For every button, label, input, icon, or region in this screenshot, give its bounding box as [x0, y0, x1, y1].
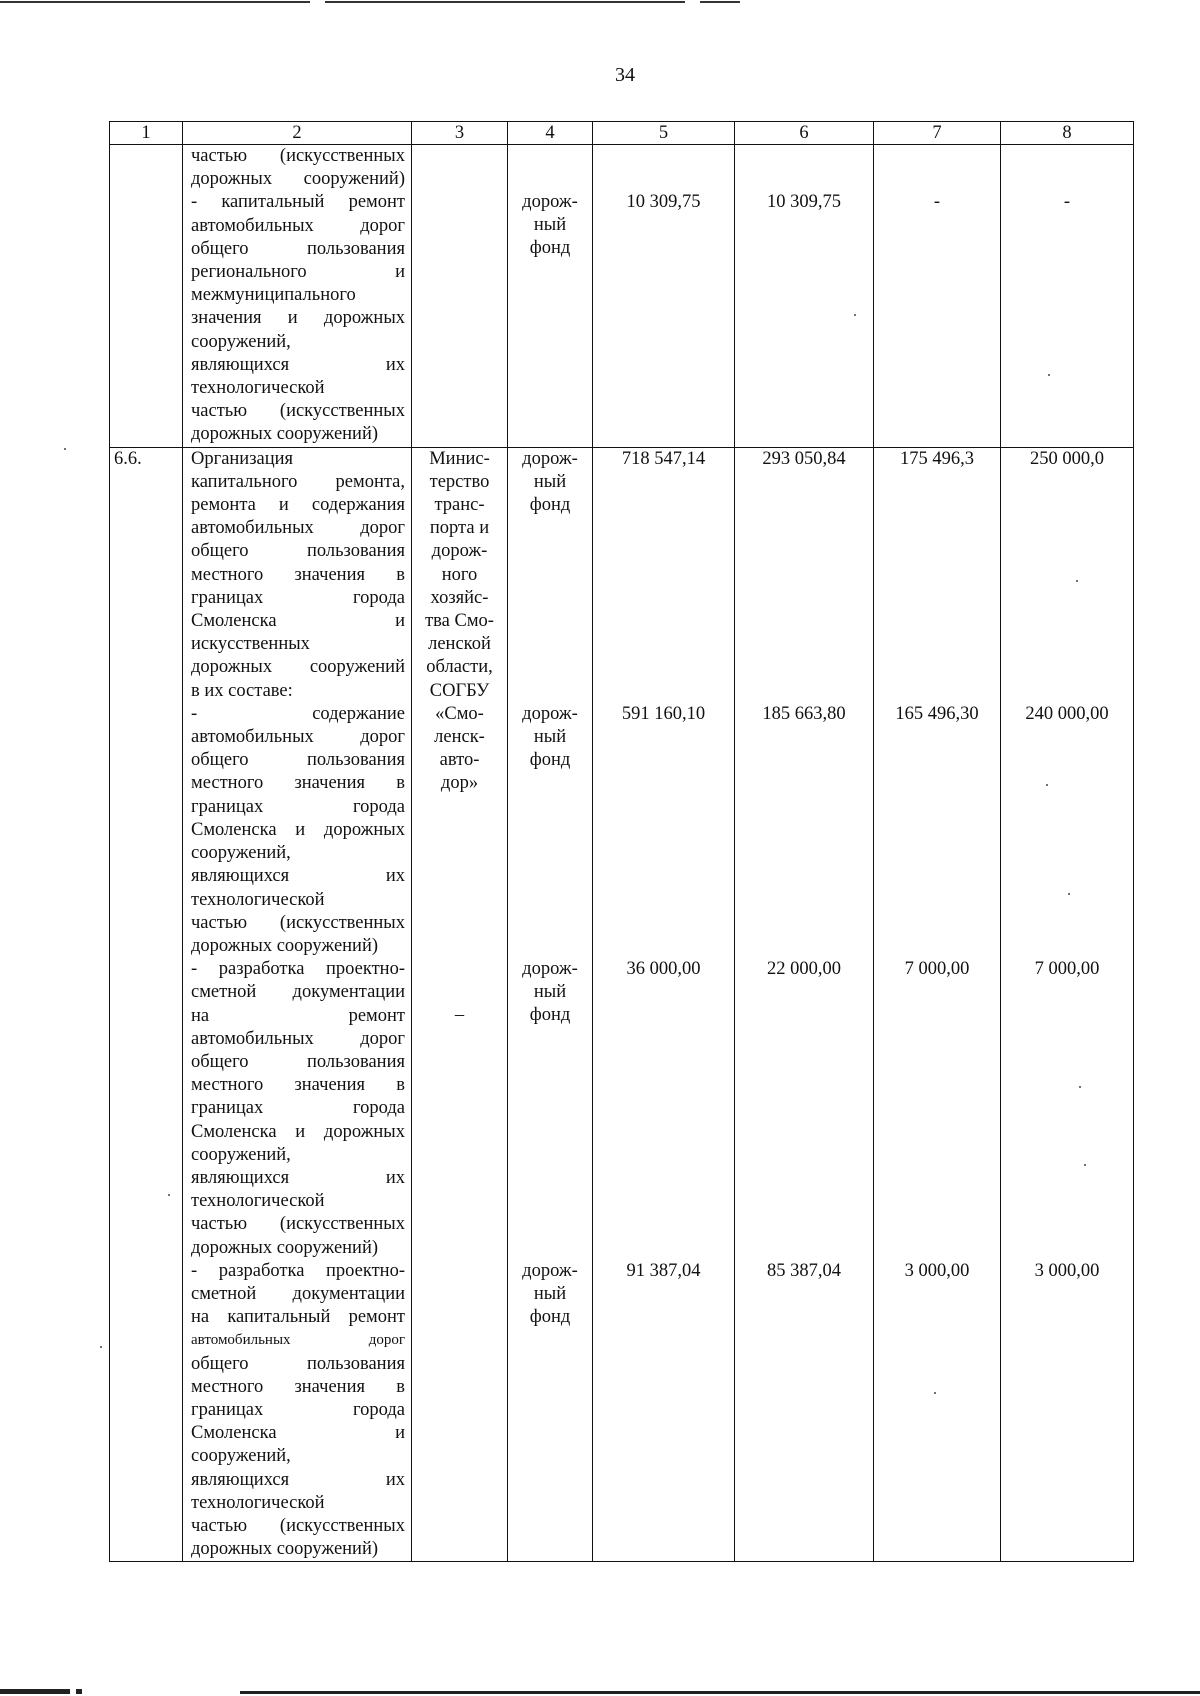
value-year-3: 7 000,00 — [1034, 959, 1100, 980]
budget-table — [109, 121, 1134, 1562]
desc-line: межмуниципального — [191, 285, 356, 306]
scan-edge-top — [0, 0, 1200, 4]
desc-line: местного значения в — [191, 1075, 405, 1096]
desc-line: сметной документации — [191, 1283, 405, 1304]
desc-line: автомобильных дорог — [191, 1028, 405, 1049]
source-line: дорож- — [522, 703, 578, 724]
desc-line: технологической — [191, 889, 325, 910]
executor-line: «Смо- — [435, 703, 484, 724]
desc-line: частью (искусственных — [191, 1515, 405, 1536]
cell-total — [593, 145, 735, 448]
column-header: 6 — [735, 122, 874, 145]
value-year-3: - — [1063, 192, 1071, 212]
desc-line: - разработка проектно- — [191, 1260, 405, 1281]
desc-line: являющихся их — [191, 1167, 405, 1188]
source-line: дорож- — [522, 192, 578, 212]
desc-line: искусственных — [191, 634, 310, 655]
source-line: ный — [533, 215, 567, 236]
desc-line: общего пользования — [191, 238, 405, 259]
executor-line: СОГБУ — [429, 680, 490, 701]
desc-line: являющихся их — [191, 866, 405, 887]
desc-line: Смоленска и дорожных — [191, 819, 405, 840]
desc-line: технологической — [191, 378, 325, 399]
executor-line: терство — [429, 471, 490, 492]
value-total: 91 387,04 — [626, 1260, 701, 1281]
executor-dash: – — [454, 1004, 465, 1025]
cell-year-3 — [1001, 447, 1134, 1562]
executor-line: порта и — [429, 518, 490, 539]
executor-line: хозяйс- — [430, 587, 489, 608]
column-header: 4 — [508, 122, 593, 145]
page-number: 34 — [615, 64, 635, 86]
source-line: фонд — [529, 238, 571, 259]
desc-line: Организация — [191, 448, 294, 469]
desc-line: автомобильных дорог — [191, 518, 405, 539]
value-year-3: 240 000,00 — [1025, 703, 1109, 724]
column-header: 1 — [110, 122, 183, 145]
desc-line: местного значения в — [191, 773, 405, 794]
desc-line: частью (искусственных — [191, 1214, 405, 1235]
desc-line: частью (искусственных — [191, 912, 405, 933]
value-year-3: 3 000,00 — [1034, 1260, 1100, 1281]
desc-line: сооружений, — [191, 1446, 291, 1467]
desc-line: общего пользования — [191, 1051, 405, 1072]
value-year-1: 185 663,80 — [762, 703, 846, 724]
desc-line: - разработка проектно- — [191, 959, 405, 980]
desc-line: Смоленска и — [191, 1423, 405, 1444]
desc-line: являющихся их — [191, 354, 405, 375]
cell-executor — [412, 447, 508, 1562]
desc-line: общего пользования — [191, 1353, 405, 1374]
executor-line: дор» — [440, 773, 479, 794]
table-header-row — [110, 122, 1134, 145]
source-line: ный — [533, 982, 567, 1003]
column-header: 2 — [183, 122, 412, 145]
desc-line: в их составе: — [191, 680, 293, 701]
executor-line: Минис- — [429, 448, 490, 469]
desc-line: общего пользования — [191, 541, 405, 562]
desc-line: Смоленска и — [191, 611, 405, 632]
desc-line: технологической — [191, 1492, 325, 1513]
cell-year-1 — [735, 145, 874, 448]
executor-line: транс- — [434, 495, 485, 516]
desc-line: сооружений, — [191, 843, 291, 864]
source-line: фонд — [529, 750, 571, 771]
desc-line: сооружений, — [191, 1144, 291, 1165]
column-header: 5 — [593, 122, 735, 145]
desc-line: границах города — [191, 587, 405, 608]
desc-line: - капитальный ремонт — [191, 192, 405, 213]
executor-line: дорож- — [431, 541, 488, 562]
value-total: 10 309,75 — [626, 192, 701, 212]
desc-line: дорожных сооружений) — [191, 1539, 379, 1560]
value-year-1: 85 387,04 — [767, 1260, 841, 1281]
desc-line: дорожных сооружений) — [191, 935, 379, 956]
cell-total — [593, 447, 735, 1562]
desc-line: автомобильных дорог — [191, 1332, 405, 1349]
value-year-2: 175 496,3 — [900, 448, 974, 469]
desc-line: местного значения в — [191, 1376, 405, 1397]
column-header: 7 — [874, 122, 1001, 145]
source-line: фонд — [529, 1307, 571, 1328]
source-line: дорож- — [522, 1260, 578, 1281]
source-line: ный — [533, 1283, 567, 1304]
source-line: ный — [533, 727, 567, 748]
desc-line: регионального и — [191, 262, 405, 283]
value-year-1: 22 000,00 — [767, 959, 841, 980]
desc-line: границах города — [191, 1098, 405, 1119]
value-year-2: - — [933, 192, 941, 212]
desc-line: границах города — [191, 1399, 405, 1420]
value-year-2: 3 000,00 — [904, 1260, 970, 1281]
cell-year-2 — [874, 447, 1001, 1562]
executor-line: авто- — [439, 750, 480, 771]
value-year-2: 7 000,00 — [904, 959, 970, 980]
value-year-2: 165 496,30 — [895, 703, 979, 724]
desc-line: ремонта и содержания — [191, 495, 405, 516]
cell-year-3 — [1001, 145, 1134, 448]
value-total: 591 160,10 — [621, 703, 706, 724]
cell-source — [508, 145, 593, 448]
cell-number — [110, 145, 183, 448]
desc-line: на ремонт — [191, 1005, 405, 1026]
cell-source — [508, 447, 593, 1562]
desc-line: сметной документации — [191, 982, 405, 1003]
desc-line: частью (искусственных — [191, 401, 405, 422]
cell-description — [183, 447, 412, 1562]
source-line: фонд — [529, 495, 571, 516]
desc-line: на капитальный ремонт — [191, 1307, 405, 1328]
source-line: фонд — [529, 1005, 571, 1026]
executor-line: области, — [426, 657, 493, 678]
desc-line: частью (искусственных — [191, 146, 405, 166]
cell-number: 6.6. — [110, 447, 183, 1562]
desc-line: - содержание — [191, 703, 405, 724]
cell-year-1 — [735, 447, 874, 1562]
value-year-1: 10 309,75 — [767, 192, 841, 212]
desc-line: являющихся их — [191, 1469, 405, 1490]
value-year-3: 250 000,0 — [1030, 448, 1104, 469]
executor-line: тва Смо- — [425, 611, 494, 632]
column-header: 3 — [412, 122, 508, 145]
column-header: 8 — [1001, 122, 1134, 145]
executor-line: ного — [441, 564, 478, 585]
desc-line: Смоленска и дорожных — [191, 1121, 405, 1142]
desc-line: местного значения в — [191, 564, 405, 585]
desc-line: автомобильных дорог — [191, 727, 405, 748]
source-line: дорож- — [522, 448, 578, 469]
source-line: ный — [533, 471, 567, 492]
cell-description — [183, 145, 412, 448]
desc-line: технологической — [191, 1191, 325, 1212]
desc-line: границах города — [191, 796, 405, 817]
executor-line: ленск- — [434, 727, 485, 748]
scan-edge-bottom — [0, 1688, 1200, 1696]
table-row-6-6 — [110, 447, 1134, 1562]
desc-line: капитального ремонта, — [191, 471, 405, 492]
desc-line: дорожных сооружений) — [191, 1237, 379, 1258]
value-total: 36 000,00 — [626, 959, 701, 980]
desc-line: автомобильных дорог — [191, 215, 405, 236]
desc-line: дорожных сооружений) — [191, 169, 405, 190]
table-row-continuation — [110, 145, 1134, 448]
value-year-1: 293 050,84 — [762, 448, 846, 469]
value-total: 718 547,14 — [621, 448, 706, 469]
source-line: дорож- — [522, 959, 578, 980]
desc-line: дорожных сооружений — [191, 657, 405, 678]
desc-line: дорожных сооружений) — [191, 424, 379, 445]
desc-line: общего пользования — [191, 750, 405, 771]
executor-line: ленской — [428, 634, 491, 655]
cell-year-2 — [874, 145, 1001, 448]
cell-executor — [412, 145, 508, 448]
desc-line: сооружений, — [191, 331, 291, 352]
desc-line: значения и дорожных — [191, 308, 405, 329]
